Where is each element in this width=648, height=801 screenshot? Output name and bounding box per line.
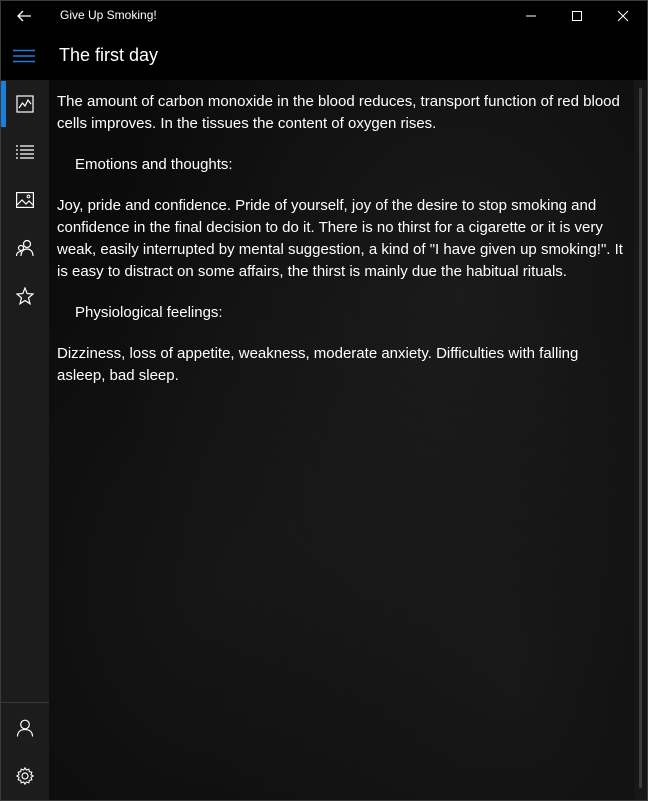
nav-item-community[interactable] (0, 224, 49, 272)
page-header (0, 32, 648, 80)
back-arrow-icon (16, 8, 32, 24)
image-icon (16, 192, 34, 208)
physiological-heading: Physiological feelings: (75, 304, 223, 321)
sidebar (0, 80, 49, 801)
intro-paragraph: The amount of carbon monoxide in the blood reduces, transport function of red blood cells improves. In the tissues the content of oxygen rises. (57, 93, 620, 132)
nav-item-profile[interactable] (0, 704, 49, 752)
gear-icon (16, 767, 34, 785)
nav-item-gallery[interactable] (0, 176, 49, 224)
article-text (57, 91, 627, 387)
maximize-button[interactable] (554, 0, 600, 32)
vertical-scrollbar[interactable] (634, 80, 647, 800)
emotions-paragraph: Joy, pride and confidence. Pride of yourself, joy of the desire to stop smoking and confidence in the final decision to do it. There is no thirst for a cigarette or it is very weak, easily interrupted by mental suggestion, a kind of "I have given up smoking!". It is easy to distract on some affairs, the thirst is mainly due the habitual rituals. (57, 197, 623, 280)
nav-item-progress[interactable] (0, 80, 49, 128)
minimize-icon (525, 10, 537, 22)
star-icon (16, 287, 34, 305)
window-title: Give Up Smoking! (60, 8, 157, 22)
emotions-heading: Emotions and thoughts: (75, 156, 233, 173)
nav-item-achievements[interactable] (0, 272, 49, 320)
close-button[interactable] (600, 0, 646, 32)
physiological-paragraph: Dizziness, loss of appetite, weakness, moderate anxiety. Difficulties with falling asleep, bad sleep. (57, 345, 579, 384)
nav-item-list[interactable] (0, 128, 49, 176)
chart-icon (16, 95, 34, 113)
hamburger-icon (13, 49, 35, 63)
hamburger-menu-button[interactable] (0, 32, 48, 80)
scrollbar-thumb[interactable] (639, 88, 642, 788)
page-title: The first day (59, 45, 159, 65)
title-bar (0, 0, 648, 32)
person-icon (16, 719, 34, 737)
back-button[interactable] (0, 0, 48, 32)
maximize-icon (571, 10, 583, 22)
list-icon (16, 145, 34, 159)
nav-item-settings[interactable] (0, 752, 49, 800)
people-icon (16, 239, 34, 257)
minimize-button[interactable] (508, 0, 554, 32)
content-area (49, 80, 634, 801)
close-icon (617, 10, 629, 22)
sidebar-divider (0, 702, 49, 703)
